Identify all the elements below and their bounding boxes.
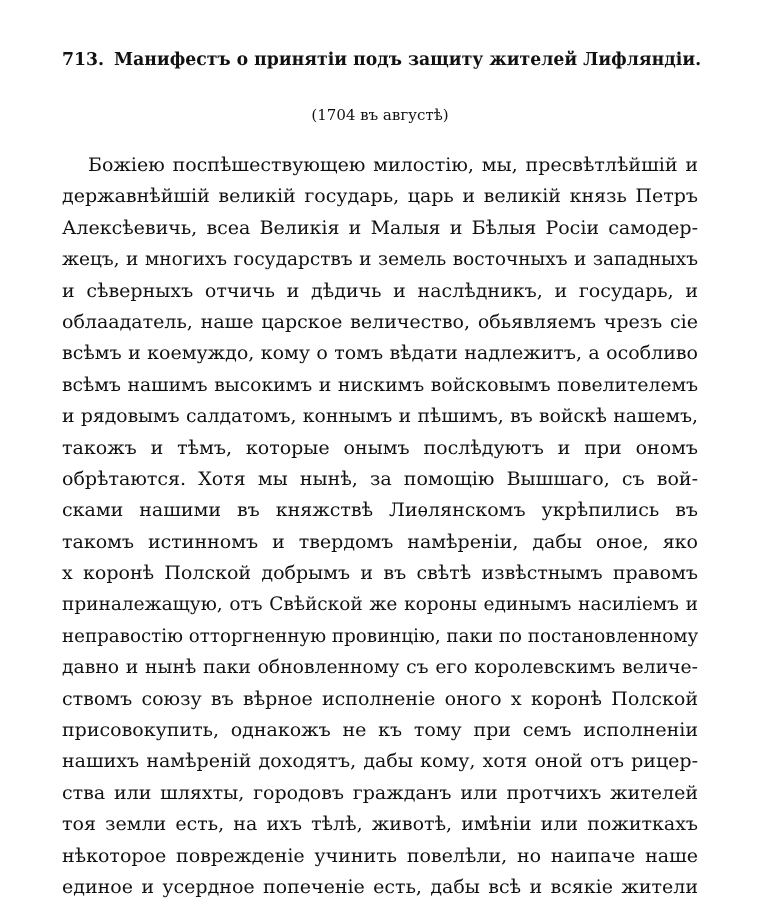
document-number: 713. [62, 50, 105, 70]
text-line: и рядовымъ салдатомъ, коннымъ и пѣшимъ, въ войскѣ нашемъ, [62, 406, 698, 428]
text-line: облаадатель, наше царское величество, обьявляемъ чрезъ сіе [62, 310, 698, 333]
text-line: ствомъ союзу въ вѣрное исполненіе оного х коронѣ Полской [62, 687, 698, 710]
text-line: всѣмъ нашимъ высокимъ и нискимъ войсковымъ повелителемъ [62, 374, 698, 396]
text-line: давно и нынѣ паки обновленному съ его королевскимъ величе- [62, 657, 698, 679]
text-line: всѣмъ и коемуждо, кому о томъ вѣдати надлежитъ, а особливо [62, 342, 698, 365]
text-line: присовокупить, однакожъ не къ тому при семъ исполненіи [62, 719, 698, 742]
text-line: Алексѣевичь, всеа Великія и Малыя и Бѣлыя Росіи самодер- [62, 216, 698, 239]
text-line: х коронѣ Полской добрымъ и въ свѣтѣ извѣстнымъ правомъ [62, 562, 698, 585]
document-heading [62, 46, 702, 74]
text-line: державнѣйшій великій государь, царь и великій князь Петръ [62, 185, 698, 208]
text-line: жецъ, и многихъ государствъ и земель восточныхъ и западныхъ [62, 249, 698, 271]
document-date: (1704 въ августѣ) [311, 106, 449, 124]
text-line: обрѣтаются. Хотя мы нынѣ, за помощію Вышшаго, съ вой- [62, 467, 698, 490]
document-title: Манифестъ о принятіи подъ защиту жителей Лифляндіи. [114, 50, 702, 70]
text-line: единое и усердное попеченіе есть, дабы всѣ и всякіе жители [62, 875, 698, 898]
text-line: и сѣверныхъ отчичь и дѣдичь и наслѣдникъ, и государь, и [62, 279, 698, 302]
text-line: такомъ истинномъ и твердомъ намѣреніи, дабы оное, яко [62, 530, 698, 553]
text-line: Божіею поспѣшествующею милостію, мы, пресвѣтлѣйшій и [88, 154, 698, 176]
text-line: нашихъ намѣреній доходятъ, дабы кому, хотя оной отъ рицер- [62, 750, 698, 773]
text-line: неправостію отторгненную провинцію, паки по постановленному [62, 625, 699, 647]
text-line: нѣкоторое поврежденіе учинить повелѣли, но наипаче наше [62, 844, 698, 867]
text-line: сками нашими въ княжствѣ Лиѳлянскомъ укрѣпились въ [62, 499, 698, 522]
document-body [62, 150, 698, 903]
text-line: тоя земли есть, на ихъ тѣлѣ, животѣ, имѣніи или пожиткахъ [62, 813, 698, 836]
text-line: приналежащую, отъ Свѣйской же короны единымъ насиліемъ и [62, 594, 698, 616]
text-line: такожъ и тѣмъ, которые онымъ послѣдуютъ и при ономъ [62, 436, 698, 459]
text-line: ства или шляхты, городовъ гражданъ или протчихъ жителей [62, 781, 698, 804]
